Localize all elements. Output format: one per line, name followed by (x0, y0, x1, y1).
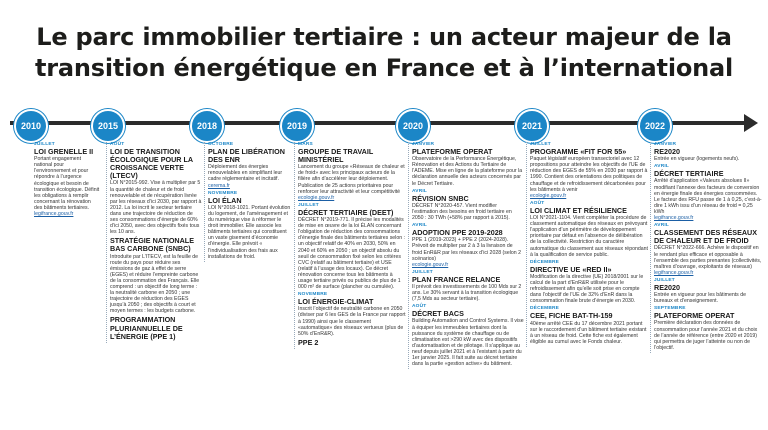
column-2021 (526, 142, 648, 347)
entry-text: Introduite par L’ITECV, est la feuille de route du pays pour réduire ses émissions de gaz à effet de serre (EGES) et réduire l’empreinte carbone de la consommation des Français. Elle comprend : un objectif de long terme : la neutralité carbone en 2050 ; une trajectoire de réduction des EGES jusqu’à 2050 ; des objectifs à court et moyen termes : les budgets carbone. (110, 253, 200, 315)
entry-heading: PPE 2 (298, 337, 319, 347)
column-2010 (34, 142, 100, 219)
entry-date: NOVEMBRE (298, 292, 328, 298)
entry-text: Building Automation and Control Systems. Il vise à équiper les immeubles tertiaires dont la puissance du système de chauffage ou de climatisation est >290 kW avec des dispositifs d’automatisation et de pilotage. Il s’applique au neuf depuis juillet 2021 et à l’existant à partir du 1er janvier 2025. Il fait suite au décret tertiaire dans la partie «gestion active» du bâtiment. (412, 318, 524, 368)
entry (34, 142, 100, 217)
year-marker-2010: 2010 (14, 109, 48, 143)
entry-heading: LOI CLIMAT ET RÉSILIENCE (530, 205, 627, 215)
entry (110, 142, 202, 235)
entry-text: Entrée en vigueur pour les bâtiments de bureaux et d’enseignement. (654, 292, 746, 305)
year-marker-2015: 2015 (91, 109, 125, 143)
entry-date: JUILLET (412, 269, 433, 275)
entry-text: Première déclaration des données de consommation pour l’année 2021 et du choix de l’année de référence (entre 2020 et 2019) qui permettra de juger l’atteinte ou non de l’objectif. (654, 320, 758, 351)
entry-date: JUILLET (530, 142, 551, 147)
entry (298, 142, 406, 201)
entry-date: MARS (298, 142, 313, 147)
entry-date: AVRIL (412, 188, 428, 194)
entry-heading: DÉCRET TERTIAIRE (654, 169, 724, 179)
entry-date: AOÛT (530, 200, 545, 206)
entry-text: DÉCRET N°2020-457. Vient modifier l’estimation des besoins en froid tertiaire en 2050 : 30 TWh (+58% par rapport à 2015). (412, 202, 512, 222)
column-2015 (106, 142, 202, 343)
entry-text: Modification de la directive (UE) 2018/2001 sur le calcul de la part d’EnR&R utilisée pour le refroidissement afin qu’elle soit prise en compte dans l’objectif de l’UE de 32% d’EnR dans la consommation finale brute d’énergie en 2030. (530, 273, 644, 305)
entry-text: DÉCRET N°2022-666. Achève le dispositif en le rendant plus efficace et opposable à l’ensemble des parties prenantes (collectivités, maîtres d’ouvrage, exploitants de réseaux) (654, 245, 762, 270)
entry (654, 142, 764, 162)
entry (530, 201, 648, 258)
entry-text: 40ème arrêté CEE du 17 décembre 2021 portant sur le raccordement d’un bâtiment tertiaire existant à un réseau de froid. Cette fiche est également éligible au cumul avec le Fonds chaleur. (530, 320, 647, 345)
column-2019 (294, 142, 406, 349)
year-marker-2019: 2019 (280, 109, 314, 143)
entry-date: AVRIL (412, 223, 428, 229)
entry-date: AOÛT (110, 142, 125, 147)
entry-date: JUILLET (654, 277, 675, 283)
entry-date: OCTOBRE (208, 142, 234, 147)
entry (412, 223, 524, 268)
entry (110, 237, 202, 314)
entry-link[interactable]: legifrance.gouv.fr (34, 211, 74, 218)
year-marker-2020: 2020 (396, 109, 430, 143)
entry-heading: DÉCRET BACS (412, 309, 464, 319)
entry-heading: CLASSEMENT DES RÉSEAUX DE CHALEUR ET DE FROID (654, 228, 758, 246)
entry (530, 306, 648, 345)
entry (110, 316, 202, 340)
entry-text: DÉCRET N°2019-771. Il précise les modalités de mise en œuvre de la loi ÉLAN concernant l’obligation de réduction des consommations d’énergie finale des bâtiments tertiaires selon : un objectif relatif de 40% en 2030, 50% en 2040 et 60% en 2050 ; un objectif absolu du seuil de consommation fixé selon les critères CVC (relatif au bâtiment tertiaire) et USE (relatif à l’usage des locaux). Ce décret rénovation concerne tous les bâtiments à usage tertiaire privés ou publics de plus de 1 000 m² de surface (plancher ou cumulée). (298, 217, 405, 291)
entry-date: DÉCEMBRE (530, 259, 560, 265)
entry-heading: RE2020 (654, 282, 680, 292)
entry (412, 189, 524, 221)
entry-text: Entrée en vigueur (logements neufs). (654, 156, 740, 163)
entry-heading: RE2020 (654, 147, 680, 157)
year-marker-2021: 2021 (515, 109, 549, 143)
entry (298, 292, 406, 337)
entry-heading: DÉCRET TERTIAIRE (DEET) (298, 207, 394, 217)
entry-link[interactable]: legifrance.gouv.fr (654, 215, 694, 222)
column-2020 (408, 142, 524, 369)
title-line-1: Le parc immobilier tertiaire : un acteur majeur de la (36, 23, 732, 51)
entry-heading: LOI DE TRANSITION ÉCOLOGIQUE POUR LA CROISSANCE VERTE (LTECV) (110, 147, 193, 181)
column-2022 (650, 142, 764, 353)
entry-heading: ADOPTION PPE 2019-2028 (412, 228, 503, 238)
entry-text: Arrêté d’application «Valeurs absolues II» modifiant l’annexe des facteurs de conversion en énergie finale des énergies consommées. Le facteur des RFU passe de 1 à 0,25, c’est-à-dire 1 kWh issu d’un réseau de froid = 0,25 kWh (654, 178, 762, 215)
entry (298, 339, 406, 347)
entry-date: AVRIL (654, 164, 670, 170)
entry-text: Inscrit l’objectif de neutralité carbone en 2050 (diviser par 6 les GES de la France par rapport à 1990) ainsi que le classement «automatique» des réseaux vertueux (plus de 50% d’EnR&R). (298, 306, 406, 337)
entry-heading: DIRECTIVE UE «RED II» (530, 264, 612, 274)
entry-date: JANVIER (654, 142, 677, 147)
year-marker-2018: 2018 (190, 109, 224, 143)
entry-heading: LOI ÉLAN (208, 195, 242, 205)
entry (208, 191, 292, 260)
entry (298, 203, 406, 290)
entry-link[interactable]: ecologie.gouv.fr (530, 192, 567, 199)
entry-date: JANVIER (412, 142, 435, 147)
entry-heading: PLAN FRANCE RELANCE (412, 274, 501, 284)
entry-text: Il prévoit des investissements de 100 Mds sur 2 ans. Le 30% servant à la transition écologique (7,5 Mds au secteur tertiaire). (412, 283, 522, 303)
entry-date: JUILLET (298, 202, 319, 208)
entry-link[interactable]: ecologie.gouv.fr (298, 194, 335, 201)
entry-date: NOVEMBRE (208, 190, 238, 196)
entry (208, 142, 292, 189)
entry-heading: STRATÉGIE NATIONALE BAS CARBONE (SNBC) (110, 236, 194, 254)
entry-date: DÉCEMBRE (530, 306, 560, 312)
entry (530, 142, 648, 199)
entry (654, 164, 764, 221)
entry-heading: PLAN DE LIBÉRATION DES ENR (208, 147, 285, 165)
entry-text: Observatoire de la Performance Énergétique, Rénovation et des Actions du Tertiaire de l’ADEME. Mise en ligne de la plateforme pour la déclaration annuelle des acteurs concernés par le Décret Tertiaire. (412, 156, 523, 187)
entry-heading: PROGRAMME «FIT FOR 55» (530, 147, 627, 157)
entry-date: JUILLET (34, 142, 55, 147)
entry-link[interactable]: legifrance.gouv.fr (654, 269, 694, 276)
entry (654, 278, 764, 304)
entry (654, 306, 764, 351)
page-title (0, 22, 768, 84)
entry-heading: PLATEFORME OPERAT (654, 311, 735, 321)
entry-heading: PROGRAMMATION PLURIANNUELLE DE L’ÉNERGIE (PPE 1) (110, 315, 183, 341)
entry-heading: PLATEFORME OPERAT (412, 147, 493, 157)
year-marker-2022: 2022 (638, 109, 672, 143)
entry-date: AOÛT (412, 304, 427, 310)
entry (530, 260, 648, 305)
entry (412, 142, 524, 187)
entry-text: Déploiement des énergies renouvelables en simplifiant leur cadre réglementaire et incitatif. (208, 164, 283, 183)
title-line-2: transition énergétique en France et à l’international (34, 54, 734, 82)
entry-link[interactable]: cerema.fr (208, 182, 230, 189)
entry-link[interactable]: ecologie.gouv.fr (412, 261, 449, 268)
entry-heading: CEE, FICHE BAT-TH-159 (530, 311, 613, 321)
column-2018 (204, 142, 292, 262)
entry-text: PPE 1 (2019-2023) + PPE 2 (2024-2028). Prévoit de multiplier par 2 à 3 la livraison de froid EnR&R par les réseaux d’ici 2028 (selon 2 scénarios) (412, 237, 521, 262)
entry-text: LOI N°2021-1104. Vient compléter la procédure de classement automatique des réseaux en prévoyant l’application d’un périmètre de développement prioritaire par défaut en l’absence de délibération de la collectivité. Restriction du caractère automatique du classement aux réseaux répondant à la qualification de service public. (530, 215, 648, 258)
entry-text: LOI N°2015-992. Vise à multiplier par 5 la quantité de chaleur et de froid renouvelable et de récupération livrée par les réseaux d’ici 2030, par rapport à 2012. La loi incrit le secteur tertiaire dans une trajectoire de réduction de ses consommations d’énergie de 60% d’ici 2050, avec des objectifs fixés tous les 10 ans. (110, 180, 202, 236)
entry-text: Paquet législatif européen transectoriel avec 12 propositions pour atteindre les objectifs de l’UE de réduction des EGES de 55% en 2030 par rapport à 1990. Contient des orientations des politiques de chauffage et de refroidissement décarbonées pour les bâtiments à venir (530, 156, 648, 193)
entry-heading: RÉVISION SNBC (412, 193, 469, 203)
entry (654, 223, 764, 276)
entry (412, 270, 524, 302)
entry-date: AVRIL (654, 223, 670, 229)
entry (412, 304, 524, 367)
entry-date: SEPTEMBRE (654, 306, 686, 312)
entry-text: LOI N°2018-1021. Portant évolution du logement, de l’aménagement et du numérique vise à réformer le droit immobilier. Elle associe les bâtiments tertiaires qui constituent un vaste gisement d’économie d’énergie. Elle prévoit « l’individualisation des frais aux installations de froid. (208, 204, 291, 260)
entry-heading: GROUPE DE TRAVAIL MINISTÉRIEL (298, 147, 374, 165)
timeline-arrow-icon (744, 114, 758, 132)
entry-heading: LOI GRENELLE II (34, 147, 94, 157)
entry-heading: LOI ÉNERGIE-CLIMAT (298, 297, 374, 307)
entry-text: Portant engagement national pour l’environnement et pour répondre à l’urgence écologique et besoin de transition écologique. Définit les obligations à remplir concernant la rénovation des bâtiments tertiaires. (34, 156, 100, 211)
entry-text: Lancement du groupe «Réseaux de chaleur et de froid» avec les principaux acteurs de la filière afin d’accélérer leur déploiement. Publication de 25 actions prioritaires pour renforcer leur attractivité et leur compétitivité (298, 164, 405, 195)
